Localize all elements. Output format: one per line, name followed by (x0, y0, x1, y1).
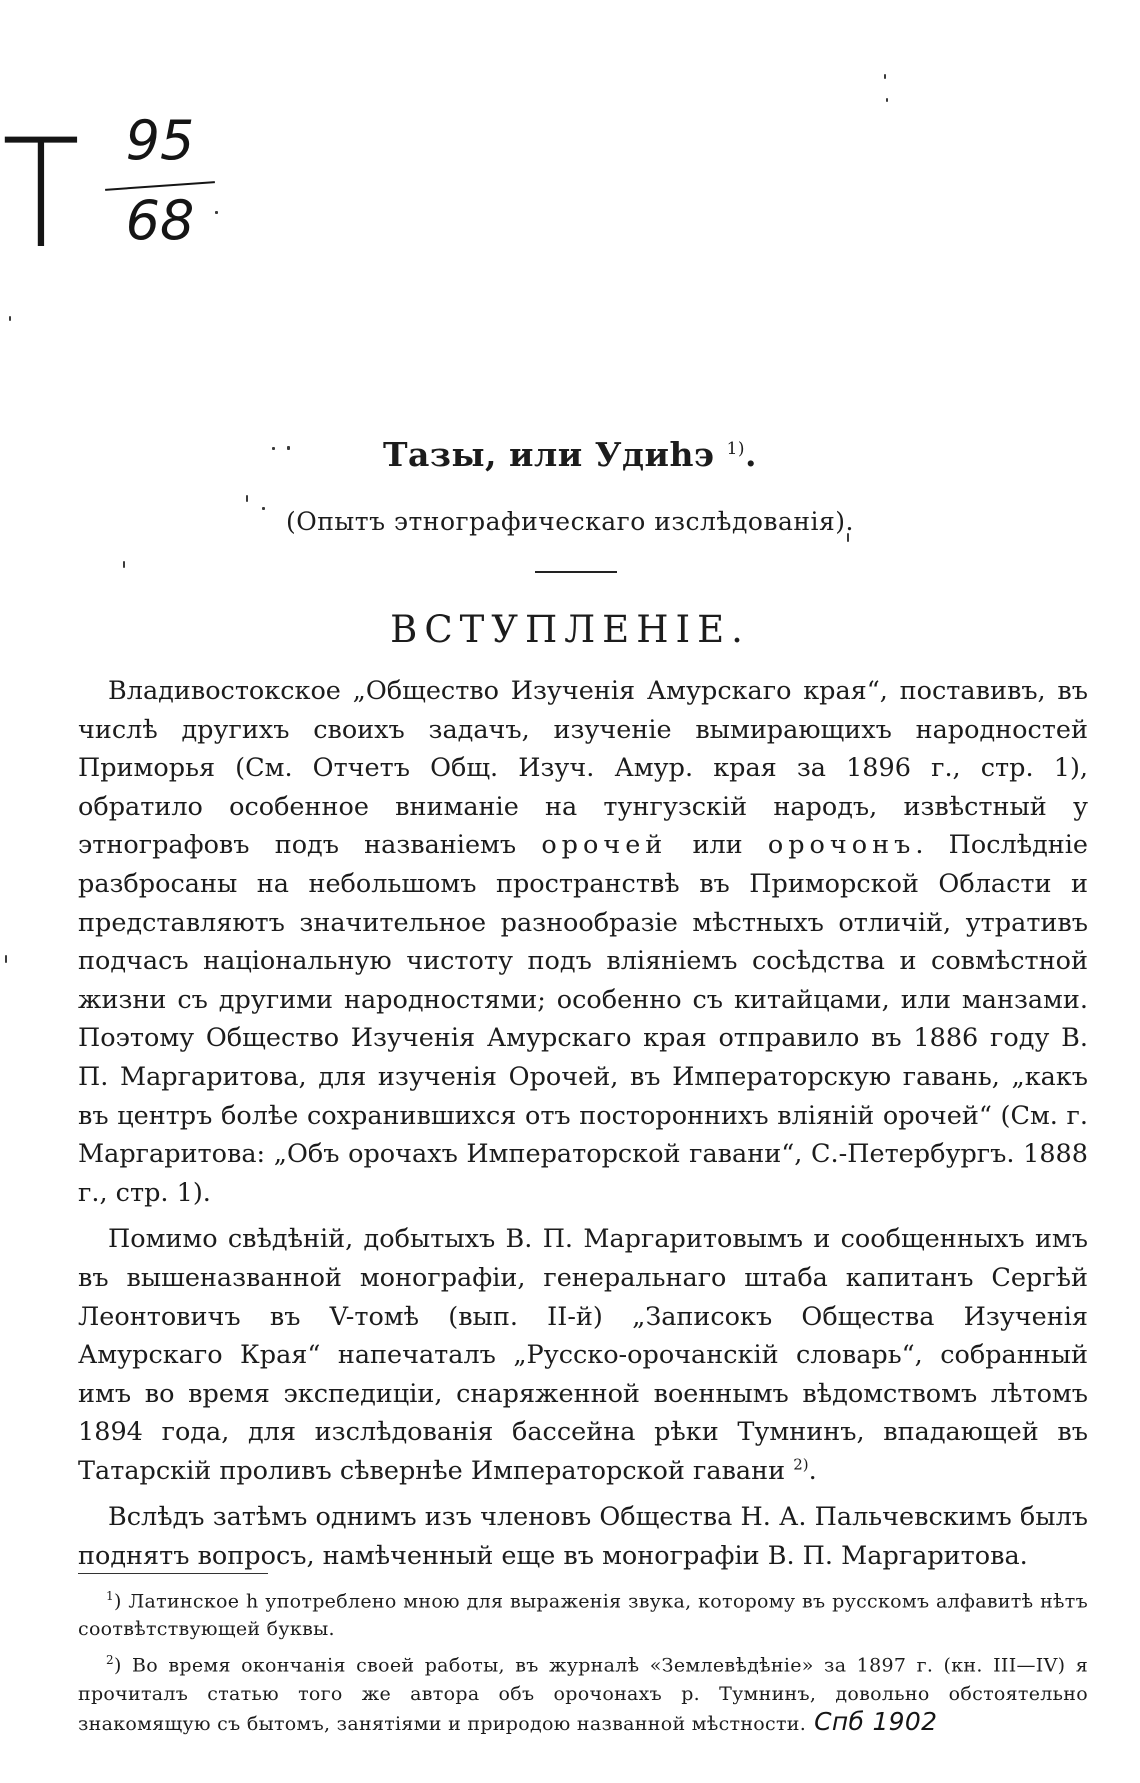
scan-speck (246, 495, 248, 502)
footnote-mark: 2 (106, 1653, 114, 1668)
article-title (0, 435, 1140, 474)
paragraph-text: . (808, 1455, 817, 1486)
title-text: Тазы, или Удиhэ (382, 435, 715, 474)
paragraph-text: или (692, 830, 743, 861)
handwritten-note: Спб 1902 (814, 1706, 938, 1736)
footnote-text: ) Латинское h употреблено мною для выраженія звука, которому въ русскомъ алфавитѣ нѣтъ соотвѣтствующей буквы. (78, 1590, 1088, 1641)
paragraph (78, 672, 1088, 1212)
paragraph: Вслѣдъ затѣмъ однимъ изъ членовъ Общества Н. А. Пальчевскимъ былъ поднятъ вопросъ, намѣченный еще въ монографіи В. П. Маргаритова. (78, 1502, 1088, 1572)
article-subtitle: (Опытъ этнографическаго изслѣдованія). (285, 507, 855, 536)
title-divider (535, 571, 617, 573)
scan-speck (886, 98, 888, 102)
footnote-ref: 2) (793, 1455, 809, 1474)
paragraph-text: Владивостокское „Общество Изученія Амурскаго края“, поставивъ, въ числѣ другихъ своихъ задачъ, изученіе вымирающихъ народностей Приморья (См. Отчетъ Общ. Изуч. Амур. края за 1896 г., стр. 1), обратило особенное вниманіе на тунгузскій народъ, извѣстный у этнографовъ подъ названіемъ (78, 676, 1088, 861)
shelfmark-letter: Т (2, 108, 80, 282)
section-heading: ВСТУПЛЕНІЕ. (390, 608, 750, 651)
title-period: . (745, 435, 758, 474)
scan-speck (215, 211, 218, 214)
shelfmark-fraction (105, 109, 215, 262)
footnotes (78, 1582, 1088, 1738)
paragraph (78, 1220, 1088, 1490)
footnote-mark: 1 (106, 1589, 114, 1603)
footnote (78, 1646, 1088, 1737)
scan-speck (123, 561, 125, 568)
body-text (78, 672, 1088, 1576)
title-footnote-ref: 1) (726, 439, 746, 459)
footnote-text: ) Во время окончанія своей работы, въ журналѣ «Землевѣдѣніе» за 1897 г. (кн. III—IV) я прочиталъ статью того же автора объ орочонахъ р. Тумнинъ, довольно обстоятельно знакомящую съ бытомъ, занятіями и природою названной мѣстности. (78, 1654, 1088, 1735)
shelfmark-numerator: 95 (125, 109, 195, 172)
shelfmark-denominator: 68 (125, 189, 195, 252)
spaced-term: орочей (541, 830, 668, 861)
footnote-divider (78, 1573, 268, 1574)
scan-speck (884, 74, 886, 79)
footnote (78, 1582, 1088, 1643)
paragraph-text: Помимо свѣдѣній, добытыхъ В. П. Маргаритовымъ и сообщенныхъ имъ въ вышеназванной монографіи, генеральнаго штаба капитанъ Сергѣй Леонтовичъ въ V-томѣ (вып. II-й) „Записокъ Общества Изученія Амурскаго Края“ напечаталъ „Русско-орочанскій словарь“, собранный имъ во время экспедиціи, снаряженной военнымъ вѣдомствомъ лѣтомъ 1894 года, для изслѣдованія бассейна рѣки Тумнинъ, впадающей въ Татарскій проливъ сѣвернѣе Императорской гавани (78, 1224, 1088, 1486)
scan-speck (5, 955, 7, 963)
paragraph-text: . Послѣдніе разбросаны на небольшомъ пространствѣ въ Приморской Области и представляютъ значительное разнообразіе мѣстныхъ отличій, утративъ подчасъ національную чистоту подъ вліяніемъ сосѣдства и совмѣстной жизни съ другими народностями; особенно съ китайцами, или манзами. Поэтому Общество Изученія Амурскаго края отправило въ 1886 году В. П. Маргаритова, для изученія Орочей, въ Императорскую гавань, „какъ въ центръ болѣе сохранившихся отъ постороннихъ вліяній орочей“ (См. г. Маргаритова: „Объ орочахъ Императорской гавани“, С.-Петербургъ. 1888 г., стр. 1). (78, 830, 1089, 1208)
scan-speck (9, 316, 11, 321)
spaced-term: орочонъ (767, 830, 916, 861)
